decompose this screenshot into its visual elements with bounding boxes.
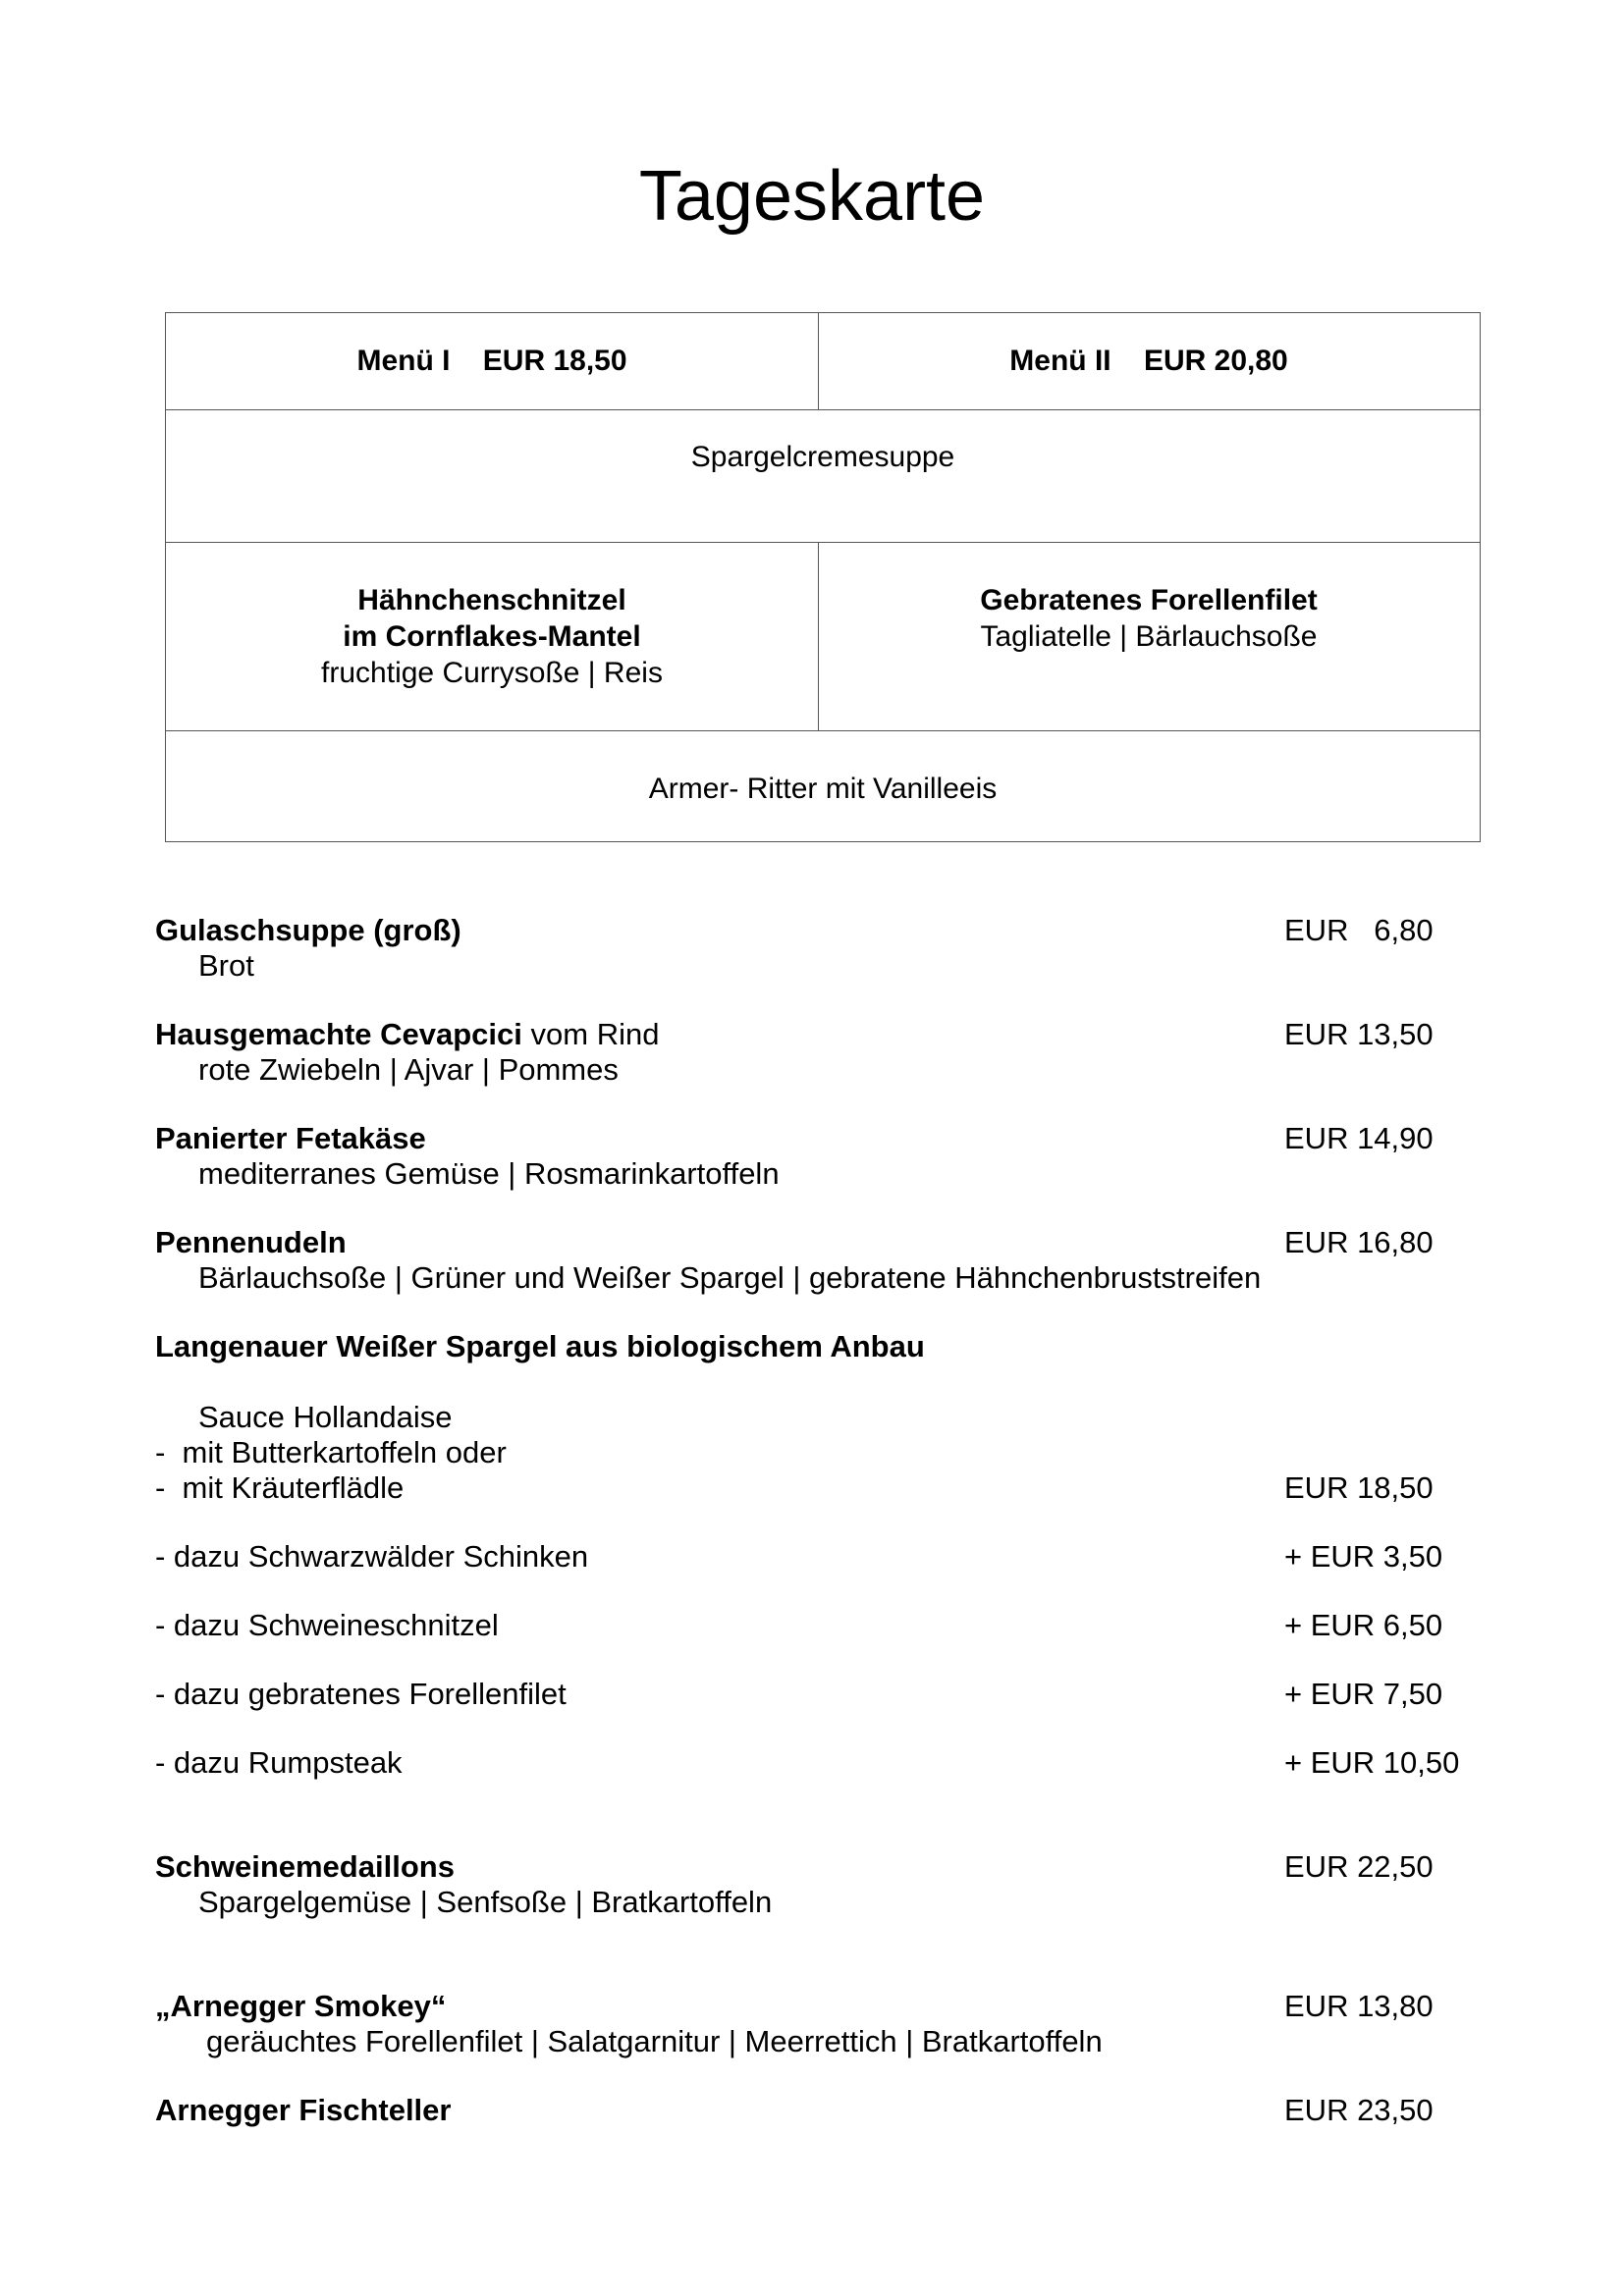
item-price: EUR 6,80 bbox=[1284, 913, 1434, 947]
item-price: EUR 13,80 bbox=[1284, 1989, 1434, 2023]
menu-item bbox=[155, 1017, 1481, 1052]
extra-price: + EUR 3,50 bbox=[1284, 1539, 1443, 1574]
item-name: Panierter Fetakäse bbox=[155, 1121, 426, 1155]
spargel-heading: Langenauer Weißer Spargel aus biologischem Anbau bbox=[155, 1329, 925, 1363]
extra-label: - dazu Schwarzwälder Schinken bbox=[155, 1539, 589, 1574]
item-price: EUR 13,50 bbox=[1284, 1017, 1434, 1051]
item-name: „Arnegger Smokey“ bbox=[155, 1989, 447, 2023]
menu-item bbox=[155, 2093, 1481, 2128]
menu1-main-line2: im Cornflakes-Mantel bbox=[343, 620, 641, 653]
extra-price: + EUR 7,50 bbox=[1284, 1677, 1443, 1711]
spargel-extra bbox=[155, 1677, 1481, 1712]
menu1-header bbox=[166, 343, 818, 379]
item-description: geräuchtes Forellenfilet | Salatgarnitur | Meerrettich | Bratkartoffeln bbox=[206, 2024, 1103, 2058]
menu-table bbox=[165, 312, 1481, 842]
item-description: rote Zwiebeln | Ajvar | Pommes bbox=[198, 1052, 619, 1087]
menu-item bbox=[155, 1849, 1481, 1885]
menu-item bbox=[155, 913, 1481, 948]
spargel-option-row bbox=[155, 1470, 1481, 1506]
row-divider bbox=[166, 542, 1480, 543]
menu2-main-line2: Tagliatelle | Bärlauchsoße bbox=[980, 620, 1318, 653]
extra-price: + EUR 6,50 bbox=[1284, 1608, 1443, 1642]
dessert-course: Armer- Ritter mit Vanilleeis bbox=[648, 773, 998, 805]
menu2-price: EUR 20,80 bbox=[1143, 345, 1288, 377]
spargel-option: - mit Kräuterflädle bbox=[155, 1470, 405, 1505]
spargel-sauce: Sauce Hollandaise bbox=[198, 1400, 453, 1434]
item-description: Bärlauchsoße | Grüner und Weißer Spargel | gebratene Hähnchenbruststreifen bbox=[198, 1260, 1262, 1295]
spargel-option: - mit Butterkartoffeln oder bbox=[155, 1435, 507, 1469]
extra-label: - dazu Schweineschnitzel bbox=[155, 1608, 499, 1642]
item-name: Arnegger Fischteller bbox=[155, 2093, 452, 2127]
item-name: Gulaschsuppe (groß) bbox=[155, 913, 461, 947]
spargel-extra bbox=[155, 1608, 1481, 1643]
menu2-main-line1: Gebratenes Forellenfilet bbox=[980, 584, 1318, 616]
item-price: EUR 16,80 bbox=[1284, 1225, 1434, 1259]
menu-item bbox=[155, 1121, 1481, 1156]
spargel-price: EUR 18,50 bbox=[1284, 1470, 1434, 1505]
page-title: Tageskarte bbox=[638, 157, 986, 236]
menu1-name: Menü I bbox=[356, 345, 451, 377]
menu2-main-course bbox=[818, 582, 1480, 655]
row-divider bbox=[166, 730, 1480, 731]
menu-item bbox=[155, 1225, 1481, 1260]
item-price: EUR 23,50 bbox=[1284, 2093, 1434, 2127]
menu1-main-line1: Hähnchenschnitzel bbox=[357, 584, 626, 616]
menu1-main-line3: fruchtige Currysoße | Reis bbox=[321, 657, 663, 689]
item-description: mediterranes Gemüse | Rosmarinkartoffeln bbox=[198, 1156, 780, 1191]
item-description: Spargelgemüse | Senfsoße | Bratkartoffeln bbox=[198, 1885, 773, 1919]
menu2-header bbox=[818, 343, 1480, 379]
item-description: Brot bbox=[198, 948, 254, 983]
menu2-name: Menü II bbox=[1009, 345, 1111, 377]
menu-item bbox=[155, 1989, 1481, 2024]
extra-price: + EUR 10,50 bbox=[1284, 1745, 1460, 1780]
row-divider bbox=[166, 409, 1480, 410]
extra-label: - dazu gebratenes Forellenfilet bbox=[155, 1677, 567, 1711]
item-name-suffix: vom Rind bbox=[521, 1017, 660, 1051]
item-price: EUR 14,90 bbox=[1284, 1121, 1434, 1155]
spargel-extra bbox=[155, 1745, 1481, 1781]
item-name: Pennenudeln bbox=[155, 1225, 347, 1259]
menu1-price: EUR 18,50 bbox=[482, 345, 627, 377]
item-name: Hausgemachte Cevapcici bbox=[155, 1017, 522, 1051]
item-name: Schweinemedaillons bbox=[155, 1849, 455, 1884]
spargel-extra bbox=[155, 1539, 1481, 1575]
item-price: EUR 22,50 bbox=[1284, 1849, 1434, 1884]
extra-label: - dazu Rumpsteak bbox=[155, 1745, 403, 1780]
soup-course: Spargelcremesuppe bbox=[690, 441, 955, 473]
menu1-main-course bbox=[166, 582, 818, 691]
